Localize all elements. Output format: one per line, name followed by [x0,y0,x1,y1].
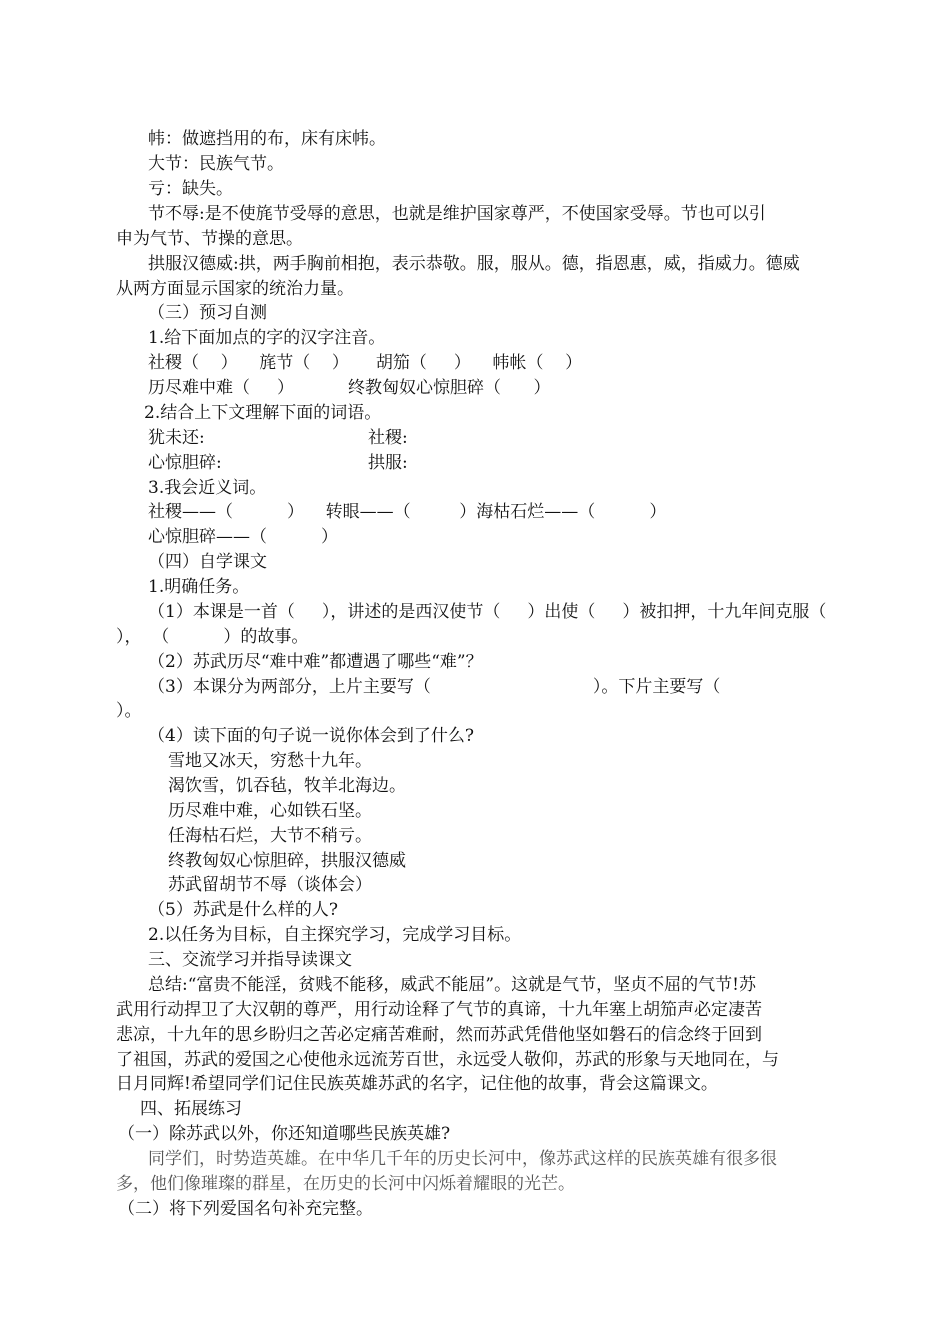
text-line: 3.我会近义词。 [148,478,267,498]
text-line: 犹未还: [148,428,205,448]
text-line: 1.给下面加点的字的汉字注音。 [148,328,386,348]
text-line: 历尽难中难（ ） 终教匈奴心惊胆碎（ ） [148,378,551,398]
text-line: （5）苏武是什么样的人? [148,900,338,920]
text-line: 拱服: [368,453,408,473]
text-line: 总结:“富贵不能淫，贫贱不能移，威武不能屈”。这就是气节，坚贞不屈的气节!苏 [148,975,756,995]
list-item: 任海枯石烂，大节不稍亏。 [168,826,372,846]
list-item: 终教匈奴心惊胆碎，拱服汉德威 [168,851,406,871]
section-heading: （三）预习自测 [148,303,267,323]
text-line: 申为气节、节操的意思。 [116,229,303,249]
section-heading: 四、拓展练习 [140,1099,242,1119]
text-line: （3）本课分为两部分，上片主要写（ ）。下片主要写（ [148,677,721,697]
text-line: 心惊胆碎——（ ） [148,527,339,547]
text-line: （1）本课是一首（ ），讲述的是西汉使节（ ）出使（ ）被扣押，十九年间克服（ [148,602,827,622]
list-item: 雪地又冰天，穷愁十九年。 [168,751,372,771]
text-line: （4）读下面的句子说一说你体会到了什么? [148,726,474,746]
text-line: 了祖国，苏武的爱国之心使他永远流芳百世，永远受人敬仰，苏武的形象与天地同在，与 [116,1050,779,1070]
list-item: 渴饮雪，饥吞毡，牧羊北海边。 [168,776,406,796]
section-heading: 三、交流学习并指导读课文 [148,950,352,970]
text-line: 同学们，时势造英雄。在中华几千年的历史长河中，像苏武这样的民族英雄有很多很 [148,1149,777,1169]
list-item: 苏武留胡节不辱（谈体会） [168,875,372,895]
text-line: 社稷——（ ） 转眼——（ ）海枯石烂——（ ） [148,502,667,522]
list-item: 历尽难中难，心如铁石坚。 [168,801,372,821]
text-line: 日月同辉!希望同学们记住民族英雄苏武的名字，记住他的故事，背会这篇课文。 [116,1074,718,1094]
section-heading: （四）自学课文 [148,552,267,572]
text-line: 拱服汉德威:拱，两手胸前相抱，表示恭敬。服，服从。德，指恩惠，威，指威力。德威 [148,254,800,274]
text-line: 武用行动捍卫了大汉朝的尊严，用行动诠释了气节的真谛，十九年塞上胡笳声必定凄苦 [116,1000,762,1020]
text-line: （二）将下列爱国名句补充完整。 [118,1199,373,1219]
text-line: 多，他们像璀璨的群星，在历史的长河中闪烁着耀眼的光芒。 [116,1174,575,1194]
text-line: ）， （ ）的故事。 [116,627,309,647]
text-line: 2.以任务为目标，自主探究学习，完成学习目标。 [148,925,522,945]
text-line: 社稷（ ） 旄节（ ） 胡笳（ ） 帏帐（ ） [148,353,583,373]
text-line: 社稷: [368,428,408,448]
text-line: 1.明确任务。 [148,577,250,597]
text-line: （一）除苏武以外，你还知道哪些民族英雄? [118,1124,451,1144]
text-line: 节不辱:是不使旄节受辱的意思，也就是维护国家尊严，不使国家受辱。节也可以引 [148,204,766,224]
text-line: 大节：民族气节。 [148,154,284,174]
text-line: （2）苏武历尽“难中难”都遭遇了哪些“难”？ [148,652,483,672]
text-line: 心惊胆碎: [148,453,222,473]
text-line: 从两方面显示国家的统治力量。 [116,279,354,299]
text-line: 亏：缺失。 [148,179,233,199]
text-line: 2.结合上下文理解下面的词语。 [144,403,382,423]
text-line: 悲凉，十九年的思乡盼归之苦必定痛苦难耐，然而苏武凭借他坚如磐石的信念终于回到 [116,1025,762,1045]
text-line: 帏：做遮挡用的布，床有床帏。 [148,129,386,149]
text-line: ）。 [116,701,142,721]
